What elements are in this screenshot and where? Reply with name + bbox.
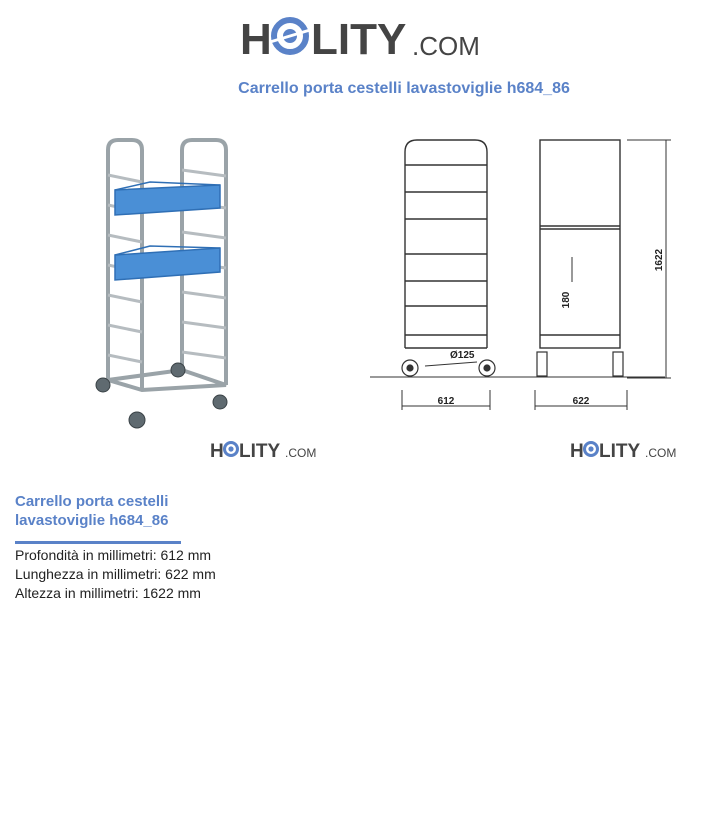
title-divider xyxy=(15,541,181,544)
product-title: Carrello porta cestelli lavastoviglie h684_86 xyxy=(15,493,169,529)
technical-drawing xyxy=(365,130,685,420)
product-photo xyxy=(70,130,260,440)
width-dimension-label: 622 xyxy=(572,396,590,407)
svg-text:.COM: .COM xyxy=(285,446,317,460)
basket-lower xyxy=(115,246,220,280)
logo-domain: .COM xyxy=(412,31,480,61)
height-dimension-label: 1622 xyxy=(654,248,665,272)
svg-text:.COM: .COM xyxy=(645,446,677,460)
holity-logo-small xyxy=(570,438,680,462)
logo-letter-h: H xyxy=(240,15,272,64)
holity-logo-small xyxy=(210,438,320,462)
product-specs xyxy=(15,546,216,603)
holity-logo[interactable] xyxy=(240,14,485,64)
logo-word: LITY xyxy=(311,15,407,64)
spec-height: Altezza in millimetri: 1622 mm xyxy=(15,585,201,601)
wheel-diameter-label: Ø125 xyxy=(450,350,475,361)
svg-text:H: H xyxy=(570,441,584,462)
spec-length: Lunghezza in millimetri: 622 mm xyxy=(15,566,216,582)
logo-o-mark xyxy=(270,20,310,52)
basket-upper xyxy=(115,182,220,215)
page-subtitle: Carrello porta cestelli lavastoviglie h684_86 xyxy=(238,80,570,97)
depth-dimension-label: 612 xyxy=(437,396,455,407)
svg-text:LITY: LITY xyxy=(599,441,641,462)
spec-depth: Profondità in millimetri: 612 mm xyxy=(15,547,212,563)
svg-text:LITY: LITY xyxy=(239,441,281,462)
svg-text:H: H xyxy=(210,441,224,462)
spacing-dimension-label: 180 xyxy=(561,291,572,309)
